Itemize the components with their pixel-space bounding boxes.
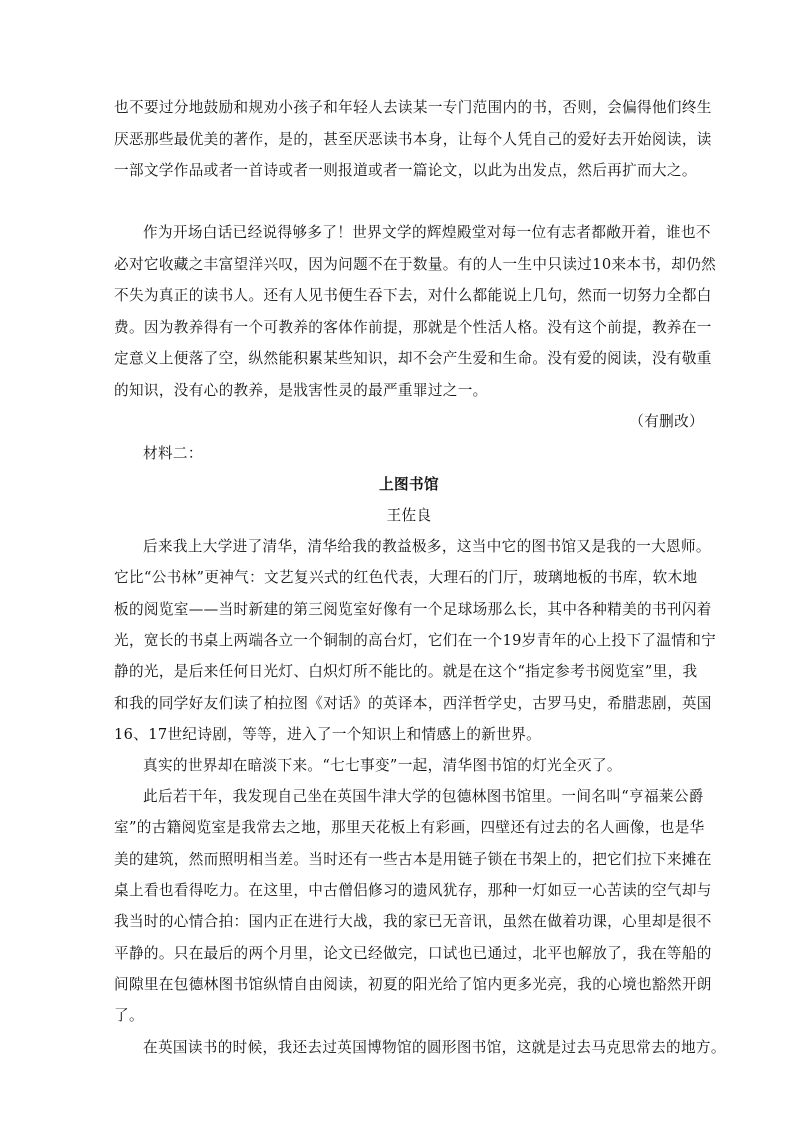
paragraph-line: 我当时的心情合拍：国内正在进行大战，我的家已无音讯，虽然在做着功课，心里却是很不 bbox=[114, 913, 712, 930]
section-label: 材料二： bbox=[143, 445, 203, 462]
paragraph-line: 作为开场白话已经说得够多了！世界文学的辉煌殿堂对每一位有志者都敞开着，谁也不 bbox=[143, 224, 711, 241]
paragraph-line: 静的光，是后来任何日光灯、白炽灯所不能比的。就是在这个“指定参考书阅览室”里，我 bbox=[114, 663, 698, 680]
paragraph-line: 板的阅览室——当时新建的第三阅览室好像有一个足球场那么长，其中各种精美的书刊闪着 bbox=[114, 601, 712, 618]
paragraph-line: 间隙里在包德林图书馆纵情自由阅读，初夏的阳光给了馆内更多光亮，我的心境也豁然开朗 bbox=[114, 976, 712, 993]
paragraph-line: 16、17世纪诗剧，等等，进入了一个知识上和情感上的新世界。 bbox=[114, 726, 542, 743]
paragraph-line: 费。因为教养得有一个可教养的客体作前提，那就是个性活人格。没有这个前提，教养在一 bbox=[114, 319, 712, 336]
paragraph-line: 它比“公书林”更神气：文艺复兴式的红色代表，大理石的门厅，玻璃地板的书库，软木地 bbox=[114, 569, 698, 586]
article-title: 上图书馆 bbox=[379, 476, 439, 493]
paragraph-line: 也不要过分地鼓励和规劝小孩子和年轻人去读某一专门范围内的书，否则，会偏得他们终生 bbox=[114, 99, 712, 116]
paragraph-line: 不失为真正的读书人。还有人见书便生吞下去，对什么都能说上几句，然而一切努力全都白 bbox=[114, 287, 712, 304]
paragraph-line: 平静的。只在最后的两个月里，论文已经做完，口试也已通过，北平也解放了，我在等船的 bbox=[114, 945, 712, 962]
paragraph-line: 一部文学作品或者一首诗或者一则报道或者一篇论文，以此为出发点，然后再扩而大之。 bbox=[114, 162, 697, 179]
paragraph-line: 桌上看也看得吃力。在这里，中古僧侣修习的遗风犹存，那种一灯如豆一心苦读的空气却与 bbox=[114, 882, 712, 899]
paragraph-line: 在英国读书的时候，我还去过英国博物馆的圆形图书馆，这就是过去马克思常去的地方。 bbox=[143, 1039, 726, 1056]
paragraph-line: 厌恶那些最优美的著作，是的，甚至厌恶读书本身，让每个人凭自己的爱好去开始阅读，读 bbox=[114, 131, 712, 148]
paragraph-line: 室”的古籍阅览室是我常去之地，那里天花板上有彩画，四壁还有过去的名人画像，也是华 bbox=[114, 819, 705, 836]
paragraph-line: 此后若干年，我发现自己坐在英国牛津大学的包德林图书馆里。一间名叫“亨福莱公爵 bbox=[143, 788, 704, 805]
paragraph-line: 定意义上便落了空，纵然能积累某些知识，却不会产生爱和生命。没有爱的阅读，没有敬重 bbox=[114, 350, 712, 367]
source-note: （有删改） bbox=[629, 413, 704, 430]
paragraph-line: 必对它收藏之丰富望洋兴叹，因为问题不在于数量。有的人一生中只读过10来本书，却仍然 bbox=[114, 256, 717, 273]
paragraph-line: 光，宽长的书桌上两端各立一个铜制的高台灯，它们在一个19岁青年的心上投下了温情和宁 bbox=[114, 632, 717, 649]
article-author: 王佐良 bbox=[386, 507, 432, 524]
paragraph-line: 的知识，没有心的教养，是戕害性灵的最严重罪过之一。 bbox=[114, 382, 488, 399]
paragraph-line: 真实的世界却在暗淡下来。“七七事变”一起，清华图书馆的灯光全灭了。 bbox=[143, 757, 622, 774]
paragraph-line: 和我的同学好友们读了柏拉图《对话》的英译本，西洋哲学史，古罗马史，希腊悲剧，英国 bbox=[114, 695, 712, 712]
paragraph-line: 美的建筑，然而照明相当差。当时还有一些古本是用链子锁在书架上的，把它们拉下来摊在 bbox=[114, 851, 712, 868]
paragraph-line: 后来我上大学进了清华，清华给我的教益极多，这当中它的图书馆又是我的一大恩师。 bbox=[143, 538, 711, 555]
paragraph-line: 了。 bbox=[114, 1007, 144, 1024]
